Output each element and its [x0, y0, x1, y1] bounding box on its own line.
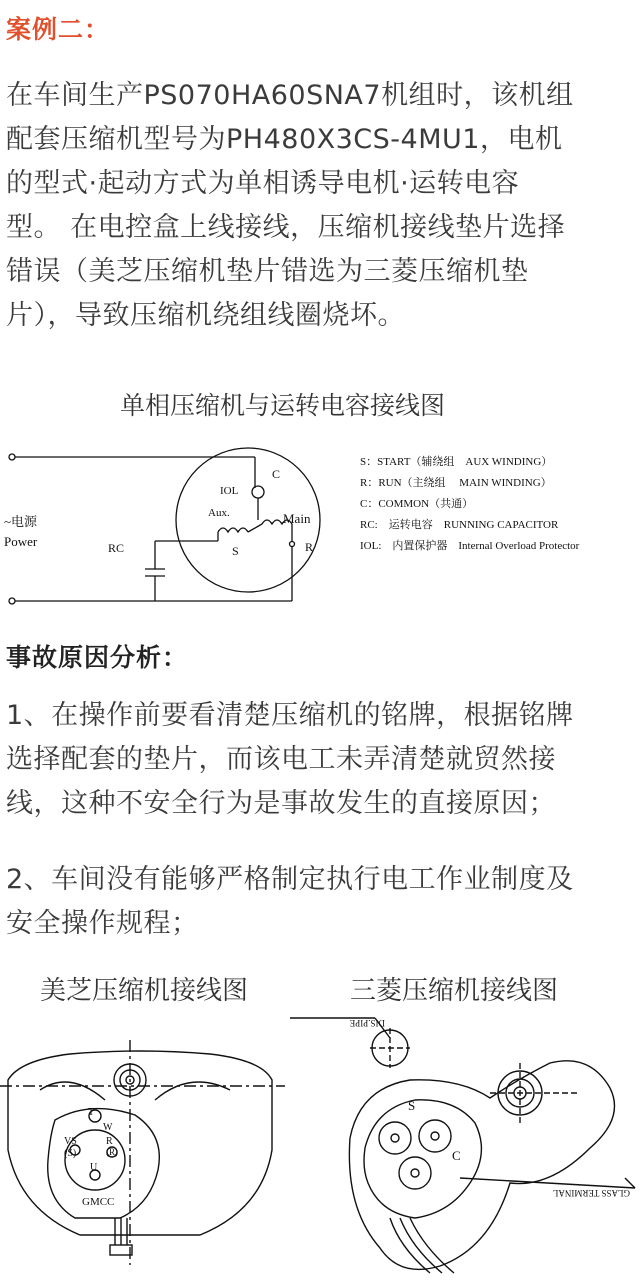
dis-pipe-label: DIS.PIPE	[349, 1018, 385, 1028]
analysis-line: 线，这种不安全行为是事故发生的直接原因；	[6, 788, 556, 819]
analysis-item-1	[6, 694, 636, 826]
paragraph-line: 的型式·起动方式为单相诱导电机·运转电容	[6, 168, 520, 199]
power-en-label: Power	[4, 534, 38, 549]
gmcc-r-label: R	[106, 1136, 113, 1147]
case-paragraph	[6, 74, 636, 338]
gmcc-u-label: U	[90, 1162, 98, 1173]
gmcc-figure-title: 美芝压缩机接线图	[40, 976, 249, 1006]
main-label: Main	[283, 511, 311, 526]
wiring-diagram-title: 单相压缩机与运转电容接线图	[120, 391, 446, 420]
glass-terminal-label: GLASS TERMINAL	[552, 1188, 630, 1198]
analysis-item-2	[6, 858, 636, 946]
wiring-legend	[360, 452, 579, 557]
analysis-line: 安全操作规程；	[6, 908, 199, 939]
analysis-line: 1、在操作前要看清楚压缩机的铭牌，根据铭牌	[6, 700, 574, 731]
legend-item: C：COMMON（共通）	[360, 498, 474, 510]
legend-item: RC: 运转电容 RUNNING CAPACITOR	[360, 519, 559, 531]
gmcc-s-label: (S)	[64, 1148, 77, 1159]
analysis-heading: 事故原因分析：	[6, 643, 189, 672]
paragraph-line: 在车间生产PS070HA60SNA7机组时，该机组	[6, 80, 574, 111]
mitsubishi-figure-title: 三菱压缩机接线图	[350, 976, 559, 1006]
legend-item: S：START（辅绕组 AUX WINDING）	[360, 456, 553, 468]
legend-item: R：RUN（主绕组 MAIN WINDING）	[360, 477, 552, 489]
gmcc-r-paren-label: (R)	[106, 1147, 118, 1157]
gmcc-compressor-drawing	[0, 1020, 290, 1270]
mitsubishi-compressor-drawing	[290, 1008, 638, 1276]
legend-item: IOL: 内置保护器 Internal Overload Protector	[360, 540, 580, 552]
gmcc-vs-label: VS	[64, 1136, 77, 1147]
aux-label: Aux.	[208, 507, 230, 519]
gmcc-brand-label: GMCC	[82, 1196, 115, 1208]
paragraph-line: 错误（美芝压缩机垫片错选为三菱压缩机垫	[6, 256, 529, 287]
single-phase-wiring-diagram	[0, 436, 350, 616]
mitsubishi-s-label: S	[408, 1098, 416, 1113]
paragraph-line: 配套压缩机型号为PH480X3CS-4MU1，电机	[6, 124, 563, 155]
analysis-line: 选择配套的垫片，而该电工未弄清楚就贸然接	[6, 744, 556, 775]
paragraph-line: 片），导致压缩机绕组线圈烧坏。	[6, 300, 405, 331]
common-terminal-label: C	[272, 467, 281, 481]
mitsubishi-c-label: C	[452, 1148, 461, 1163]
start-terminal-label: S	[232, 544, 239, 558]
paragraph-line: 型。 在电控盒上线接线，压缩机接线垫片选择	[6, 212, 566, 243]
power-cn-label: ~电源	[4, 514, 38, 529]
gmcc-w-label: W	[103, 1122, 113, 1133]
capacitor-label: RC	[108, 541, 125, 555]
gmcc-t-label: T	[88, 1107, 95, 1118]
run-terminal-label: R	[305, 540, 314, 554]
case-heading: 案例二：	[6, 15, 111, 44]
iol-label: IOL	[220, 485, 239, 497]
analysis-line: 2、车间没有能够严格制定执行电工作业制度及	[6, 864, 574, 895]
